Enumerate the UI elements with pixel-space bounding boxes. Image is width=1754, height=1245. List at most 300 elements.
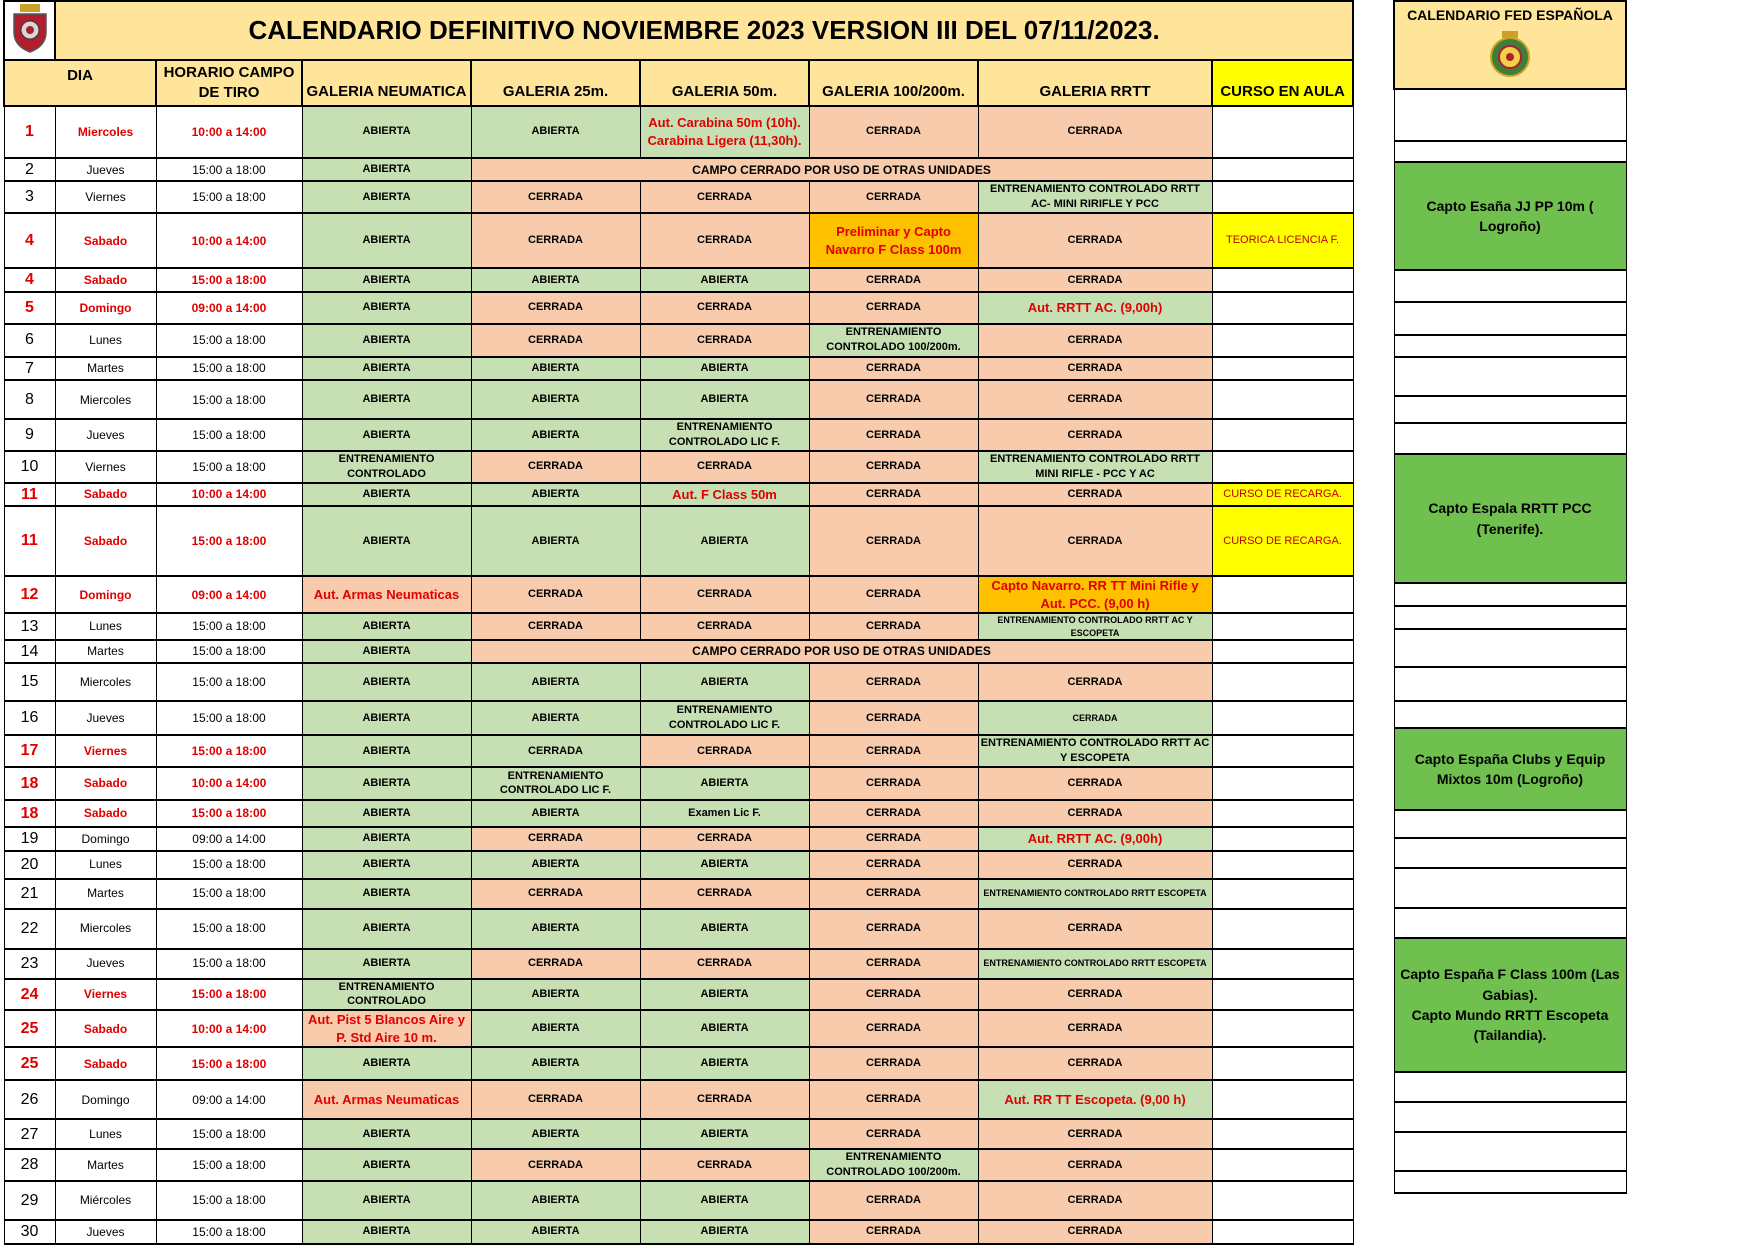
federation-empty-cell <box>1394 270 1626 302</box>
g50-cell: CERRADA <box>640 879 809 909</box>
day-name: Jueves <box>55 701 156 735</box>
rrtt-cell: CERRADA <box>978 106 1212 158</box>
g100-cell: CERRADA <box>809 613 978 639</box>
g25-cell: ABIERTA <box>471 268 640 292</box>
g25-cell: ABIERTA <box>471 106 640 158</box>
hours-cell: 15:00 a 18:00 <box>156 800 302 827</box>
rrtt-cell: Aut. RR TT Escopeta. (9,00 h) <box>978 1080 1212 1119</box>
g50-cell: ENTRENAMIENTO CONTROLADO LIC F. <box>640 701 809 735</box>
hours-cell: 15:00 a 18:00 <box>156 949 302 979</box>
rrtt-cell: ENTRENAMIENTO CONTROLADO RRTT AC Y ESCOPETA <box>978 613 1212 639</box>
table-row <box>4 701 1353 735</box>
rrtt-cell: CERRADA <box>978 909 1212 949</box>
aula-cell <box>1212 979 1353 1011</box>
federation-empty-cell <box>1394 89 1626 141</box>
federation-title: CALENDARIO FED ESPAÑOLA <box>1407 7 1613 23</box>
g50-cell: CERRADA <box>640 292 809 324</box>
header-g100: GALERIA 100/200m. <box>809 60 978 106</box>
table-row <box>4 663 1353 701</box>
rrtt-cell: Aut. RRTT AC. (9,00h) <box>978 292 1212 324</box>
day-number: 30 <box>4 1220 55 1244</box>
day-number: 6 <box>4 324 55 357</box>
rrtt-cell: CERRADA <box>978 268 1212 292</box>
aula-cell <box>1212 949 1353 979</box>
neumatica-cell: Aut. Armas Neumaticas <box>302 1080 471 1119</box>
header-horario: HORARIO CAMPO DE TIRO <box>156 60 302 106</box>
neumatica-cell: ABIERTA <box>302 949 471 979</box>
day-name: Lunes <box>55 613 156 639</box>
g100-cell: CERRADA <box>809 292 978 324</box>
day-number: 1 <box>4 106 55 158</box>
neumatica-cell: ABIERTA <box>302 357 471 381</box>
neumatica-cell: ABIERTA <box>302 268 471 292</box>
g50-cell: CERRADA <box>640 949 809 979</box>
hours-cell: 10:00 a 14:00 <box>156 213 302 268</box>
aula-cell: CURSO DE RECARGA. <box>1212 483 1353 507</box>
day-name: Miercoles <box>55 380 156 419</box>
g50-cell: CERRADA <box>640 576 809 613</box>
g100-cell: CERRADA <box>809 181 978 213</box>
hours-cell: 09:00 a 14:00 <box>156 292 302 324</box>
day-name: Lunes <box>55 324 156 357</box>
day-number: 25 <box>4 1010 55 1047</box>
rrtt-cell: CERRADA <box>978 1149 1212 1181</box>
calendar-main <box>3 0 1349 1245</box>
table-row <box>4 380 1353 419</box>
table-row <box>4 324 1353 357</box>
g25-cell: CERRADA <box>471 324 640 357</box>
g50-cell: CERRADA <box>640 827 809 851</box>
g100-cell: CERRADA <box>809 979 978 1011</box>
g25-cell: CERRADA <box>471 613 640 639</box>
g50-cell: CERRADA <box>640 1149 809 1181</box>
g25-cell: CERRADA <box>471 949 640 979</box>
g25-cell: CERRADA <box>471 879 640 909</box>
day-number: 27 <box>4 1119 55 1149</box>
day-name: Lunes <box>55 1119 156 1149</box>
day-name: Sabado <box>55 268 156 292</box>
day-name: Sabado <box>55 483 156 507</box>
rrtt-cell: CERRADA <box>978 663 1212 701</box>
neumatica-cell: ABIERTA <box>302 879 471 909</box>
rrtt-cell: CERRADA <box>978 767 1212 800</box>
calendar-table <box>3 0 1354 1245</box>
g50-cell: ABIERTA <box>640 357 809 381</box>
neumatica-cell: ABIERTA <box>302 1181 471 1220</box>
aula-cell <box>1212 181 1353 213</box>
table-row <box>4 909 1353 949</box>
federation-empty-cell <box>1394 629 1626 667</box>
g100-cell: CERRADA <box>809 451 978 483</box>
federation-empty-cell <box>1394 1072 1626 1102</box>
g25-cell: ABIERTA <box>471 909 640 949</box>
hours-cell: 15:00 a 18:00 <box>156 979 302 1011</box>
rrtt-cell: ENTRENAMIENTO CONTROLADO RRTT ESCOPETA <box>978 949 1212 979</box>
table-row <box>4 292 1353 324</box>
aula-cell <box>1212 1220 1353 1244</box>
neumatica-cell: ABIERTA <box>302 640 471 664</box>
g25-cell: ABIERTA <box>471 1119 640 1149</box>
aula-cell <box>1212 1181 1353 1220</box>
day-number: 3 <box>4 181 55 213</box>
day-number: 24 <box>4 979 55 1011</box>
federation-empty-cell <box>1394 908 1626 938</box>
hours-cell: 15:00 a 18:00 <box>156 663 302 701</box>
table-row <box>4 451 1353 483</box>
hours-cell: 15:00 a 18:00 <box>156 506 302 576</box>
neumatica-cell: ABIERTA <box>302 324 471 357</box>
g100-cell: CERRADA <box>809 701 978 735</box>
g50-cell: Aut. F Class 50m <box>640 483 809 507</box>
federation-empty-cell <box>1394 1102 1626 1132</box>
neumatica-cell: ABIERTA <box>302 106 471 158</box>
day-number: 16 <box>4 701 55 735</box>
table-row <box>4 576 1353 613</box>
day-name: Martes <box>55 357 156 381</box>
table-row <box>4 213 1353 268</box>
hours-cell: 09:00 a 14:00 <box>156 1080 302 1119</box>
federation-empty-cell <box>1394 1132 1626 1171</box>
federation-event: Capto España Clubs y Equip Mixtos 10m (Logroño) <box>1394 728 1626 810</box>
g50-cell: Examen Lic F. <box>640 800 809 827</box>
neumatica-cell: ABIERTA <box>302 292 471 324</box>
hours-cell: 15:00 a 18:00 <box>156 909 302 949</box>
rrtt-cell: CERRADA <box>978 213 1212 268</box>
g25-cell: CERRADA <box>471 213 640 268</box>
day-number: 17 <box>4 735 55 767</box>
g25-cell: ABIERTA <box>471 1010 640 1047</box>
day-number: 25 <box>4 1047 55 1080</box>
hours-cell: 15:00 a 18:00 <box>156 1119 302 1149</box>
federation-empty-cell <box>1394 423 1626 454</box>
table-row <box>4 1220 1353 1244</box>
aula-cell <box>1212 701 1353 735</box>
neumatica-cell: ABIERTA <box>302 1047 471 1080</box>
g100-cell: CERRADA <box>809 576 978 613</box>
g50-cell: ABIERTA <box>640 1181 809 1220</box>
table-row <box>4 106 1353 158</box>
aula-cell <box>1212 324 1353 357</box>
neumatica-cell: ABIERTA <box>302 909 471 949</box>
header-g25: GALERIA 25m. <box>471 60 640 106</box>
day-name: Domingo <box>55 827 156 851</box>
day-number: 11 <box>4 506 55 576</box>
g50-cell: ABIERTA <box>640 1047 809 1080</box>
g25-cell: ABIERTA <box>471 1220 640 1244</box>
neumatica-cell: ABIERTA <box>302 800 471 827</box>
rrtt-cell: CERRADA <box>978 357 1212 381</box>
table-row <box>4 506 1353 576</box>
g100-cell: CERRADA <box>809 1181 978 1220</box>
g25-cell: CERRADA <box>471 292 640 324</box>
table-row <box>4 1181 1353 1220</box>
neumatica-cell: ABIERTA <box>302 419 471 451</box>
neumatica-cell: ABIERTA <box>302 506 471 576</box>
day-number: 19 <box>4 827 55 851</box>
day-number: 22 <box>4 909 55 949</box>
g100-cell: ENTRENAMIENTO CONTROLADO 100/200m. <box>809 324 978 357</box>
aula-cell <box>1212 419 1353 451</box>
hours-cell: 10:00 a 14:00 <box>156 483 302 507</box>
aula-cell <box>1212 1119 1353 1149</box>
federation-event: Capto Esaña JJ PP 10m ( Logroño) <box>1394 162 1626 270</box>
g100-cell: CERRADA <box>809 1047 978 1080</box>
hours-cell: 15:00 a 18:00 <box>156 268 302 292</box>
day-number: 10 <box>4 451 55 483</box>
federation-empty-cell <box>1394 1171 1626 1193</box>
g50-cell: ABIERTA <box>640 268 809 292</box>
hours-cell: 15:00 a 18:00 <box>156 324 302 357</box>
g100-cell: CERRADA <box>809 357 978 381</box>
federation-empty-cell <box>1394 667 1626 701</box>
g100-cell: CERRADA <box>809 879 978 909</box>
g100-cell: CERRADA <box>809 663 978 701</box>
header-neumatica: GALERIA NEUMATICA <box>302 60 471 106</box>
neumatica-cell: ABIERTA <box>302 827 471 851</box>
table-row <box>4 767 1353 800</box>
rrtt-cell: CERRADA <box>978 979 1212 1011</box>
closed-notice: CAMPO CERRADO POR USO DE OTRAS UNIDADES <box>471 640 1212 664</box>
hours-cell: 15:00 a 18:00 <box>156 1149 302 1181</box>
rrtt-cell: CERRADA <box>978 506 1212 576</box>
day-number: 26 <box>4 1080 55 1119</box>
g50-cell: ABIERTA <box>640 380 809 419</box>
table-row <box>4 640 1353 664</box>
rrtt-cell: ENTRENAMIENTO CONTROLADO RRTT ESCOPETA <box>978 879 1212 909</box>
g100-cell: CERRADA <box>809 106 978 158</box>
federation-empty-cell <box>1394 302 1626 335</box>
rrtt-cell: CERRADA <box>978 1181 1212 1220</box>
aula-cell <box>1212 292 1353 324</box>
g100-cell: CERRADA <box>809 1220 978 1244</box>
hours-cell: 15:00 a 18:00 <box>156 1047 302 1080</box>
aula-cell <box>1212 1080 1353 1119</box>
neumatica-cell: ABIERTA <box>302 1149 471 1181</box>
day-name: Sabado <box>55 800 156 827</box>
g25-cell: CERRADA <box>471 576 640 613</box>
g50-cell: CERRADA <box>640 735 809 767</box>
hours-cell: 15:00 a 18:00 <box>156 181 302 213</box>
g100-cell: CERRADA <box>809 1080 978 1119</box>
g25-cell: ABIERTA <box>471 380 640 419</box>
table-row <box>4 1119 1353 1149</box>
day-number: 23 <box>4 949 55 979</box>
day-name: Miercoles <box>55 106 156 158</box>
g100-cell: CERRADA <box>809 380 978 419</box>
neumatica-cell: ENTRENAMIENTO CONTROLADO <box>302 979 471 1011</box>
rrtt-cell: ENTRENAMIENTO CONTROLADO RRTT AC- MINI RIRIFLE Y PCC <box>978 181 1212 213</box>
table-row <box>4 181 1353 213</box>
federation-calendar <box>1393 0 1622 1194</box>
table-row <box>4 357 1353 381</box>
hours-cell: 15:00 a 18:00 <box>156 1181 302 1220</box>
g50-cell: ABIERTA <box>640 1010 809 1047</box>
day-number: 4 <box>4 213 55 268</box>
g50-cell: ABIERTA <box>640 1119 809 1149</box>
aula-cell <box>1212 800 1353 827</box>
aula-cell <box>1212 380 1353 419</box>
rrtt-cell: CERRADA <box>978 1220 1212 1244</box>
g25-cell: ABIERTA <box>471 506 640 576</box>
neumatica-cell: ABIERTA <box>302 158 471 182</box>
federation-empty-cell <box>1394 838 1626 868</box>
federation-empty-cell <box>1394 810 1626 838</box>
g100-cell: CERRADA <box>809 483 978 507</box>
g50-cell: CERRADA <box>640 213 809 268</box>
hours-cell: 09:00 a 14:00 <box>156 827 302 851</box>
g100-cell: CERRADA <box>809 735 978 767</box>
aula-cell: CURSO DE RECARGA. <box>1212 506 1353 576</box>
hours-cell: 15:00 a 18:00 <box>156 451 302 483</box>
neumatica-cell: ABIERTA <box>302 213 471 268</box>
g50-cell: ABIERTA <box>640 909 809 949</box>
day-number: 2 <box>4 158 55 182</box>
g100-cell: CERRADA <box>809 268 978 292</box>
hours-cell: 15:00 a 18:00 <box>156 851 302 879</box>
table-row <box>4 800 1353 827</box>
g25-cell: ABIERTA <box>471 483 640 507</box>
day-name: Viernes <box>55 979 156 1011</box>
g25-cell: ABIERTA <box>471 800 640 827</box>
g25-cell: ABIERTA <box>471 357 640 381</box>
table-row <box>4 613 1353 639</box>
day-number: 29 <box>4 1181 55 1220</box>
g50-cell: ABIERTA <box>640 663 809 701</box>
g100-cell: CERRADA <box>809 800 978 827</box>
day-name: Jueves <box>55 419 156 451</box>
hours-cell: 15:00 a 18:00 <box>156 640 302 664</box>
aula-cell <box>1212 1010 1353 1047</box>
day-number: 18 <box>4 767 55 800</box>
neumatica-cell: ABIERTA <box>302 701 471 735</box>
g25-cell: ABIERTA <box>471 851 640 879</box>
neumatica-cell: ABIERTA <box>302 181 471 213</box>
aula-cell: TEORICA LICENCIA F. <box>1212 213 1353 268</box>
g50-cell: CERRADA <box>640 1080 809 1119</box>
table-row <box>4 1149 1353 1181</box>
g100-cell: CERRADA <box>809 1010 978 1047</box>
neumatica-cell: Aut. Pist 5 Blancos Aire y P. Std Aire 10 m. <box>302 1010 471 1047</box>
g100-cell: CERRADA <box>809 767 978 800</box>
day-name: Viernes <box>55 735 156 767</box>
g50-cell: ABIERTA <box>640 506 809 576</box>
neumatica-cell: ABIERTA <box>302 613 471 639</box>
header-aula: CURSO EN AULA <box>1212 60 1353 106</box>
g25-cell: ABIERTA <box>471 419 640 451</box>
aula-cell <box>1212 1149 1353 1181</box>
neumatica-cell: ABIERTA <box>302 1119 471 1149</box>
aula-cell <box>1212 827 1353 851</box>
page-title: CALENDARIO DEFINITIVO NOVIEMBRE 2023 VERSION III DEL 07/11/2023. <box>55 1 1353 60</box>
neumatica-cell: ENTRENAMIENTO CONTROLADO <box>302 451 471 483</box>
aula-cell <box>1212 735 1353 767</box>
g50-cell: CERRADA <box>640 613 809 639</box>
aula-cell <box>1212 158 1353 182</box>
federation-empty-cell <box>1394 583 1626 606</box>
hours-cell: 15:00 a 18:00 <box>156 419 302 451</box>
aula-cell <box>1212 879 1353 909</box>
federation-empty-cell <box>1394 868 1626 908</box>
rrtt-cell: Aut. RRTT AC. (9,00h) <box>978 827 1212 851</box>
day-number: 5 <box>4 292 55 324</box>
day-number: 14 <box>4 640 55 664</box>
table-row <box>4 1080 1353 1119</box>
day-name: Sabado <box>55 213 156 268</box>
g25-cell: ABIERTA <box>471 663 640 701</box>
day-name: Miercoles <box>55 663 156 701</box>
day-number: 8 <box>4 380 55 419</box>
day-name: Viernes <box>55 181 156 213</box>
table-row <box>4 827 1353 851</box>
g50-cell: ENTRENAMIENTO CONTROLADO LIC F. <box>640 419 809 451</box>
hours-cell: 10:00 a 14:00 <box>156 1010 302 1047</box>
day-number: 11 <box>4 483 55 507</box>
table-row <box>4 419 1353 451</box>
federation-event: Capto España F Class 100m (Las Gabias). Capto Mundo RRTT Escopeta (Tailandia). <box>1394 938 1626 1072</box>
aula-cell <box>1212 909 1353 949</box>
day-name: Jueves <box>55 949 156 979</box>
header-rrtt: GALERIA RRTT <box>978 60 1212 106</box>
g25-cell: CERRADA <box>471 451 640 483</box>
day-number: 21 <box>4 879 55 909</box>
day-number: 9 <box>4 419 55 451</box>
g25-cell: ABIERTA <box>471 1181 640 1220</box>
header-dia: DIA <box>4 60 156 106</box>
neumatica-cell: ABIERTA <box>302 483 471 507</box>
g25-cell: CERRADA <box>471 181 640 213</box>
hours-cell: 10:00 a 14:00 <box>156 767 302 800</box>
g25-cell: CERRADA <box>471 1149 640 1181</box>
day-number: 28 <box>4 1149 55 1181</box>
day-name: Miercoles <box>55 909 156 949</box>
day-number: 12 <box>4 576 55 613</box>
g100-cell: Preliminar y Capto Navarro F Class 100m <box>809 213 978 268</box>
hours-cell: 15:00 a 18:00 <box>156 735 302 767</box>
rrtt-cell: CERRADA <box>978 380 1212 419</box>
rrtt-cell: Capto Navarro. RR TT Mini Rifle y Aut. PCC. (9,00 h) <box>978 576 1212 613</box>
table-row <box>4 735 1353 767</box>
neumatica-cell: ABIERTA <box>302 380 471 419</box>
day-number: 13 <box>4 613 55 639</box>
rrtt-cell: ENTRENAMIENTO CONTROLADO RRTT MINI RIFLE - PCC Y AC <box>978 451 1212 483</box>
table-row <box>4 979 1353 1011</box>
g25-cell: CERRADA <box>471 735 640 767</box>
aula-cell <box>1212 767 1353 800</box>
hours-cell: 15:00 a 18:00 <box>156 1220 302 1244</box>
g100-cell: CERRADA <box>809 506 978 576</box>
g50-cell: ABIERTA <box>640 767 809 800</box>
g50-cell: Aut. Carabina 50m (10h). Carabina Ligera (11,30h). <box>640 106 809 158</box>
neumatica-cell: ABIERTA <box>302 851 471 879</box>
federation-empty-cell <box>1394 396 1626 423</box>
g100-cell: CERRADA <box>809 827 978 851</box>
federation-empty-cell <box>1394 141 1626 162</box>
hours-cell: 15:00 a 18:00 <box>156 701 302 735</box>
hours-cell: 15:00 a 18:00 <box>156 879 302 909</box>
g100-cell: CERRADA <box>809 851 978 879</box>
g25-cell: CERRADA <box>471 827 640 851</box>
aula-cell <box>1212 268 1353 292</box>
day-name: Sabado <box>55 1047 156 1080</box>
neumatica-cell: ABIERTA <box>302 1220 471 1244</box>
day-name: Martes <box>55 1149 156 1181</box>
day-number: 4 <box>4 268 55 292</box>
day-name: Domingo <box>55 1080 156 1119</box>
day-name: Viernes <box>55 451 156 483</box>
hours-cell: 10:00 a 14:00 <box>156 106 302 158</box>
rrtt-cell: CERRADA <box>978 1119 1212 1149</box>
rrtt-cell: CERRADA <box>978 800 1212 827</box>
